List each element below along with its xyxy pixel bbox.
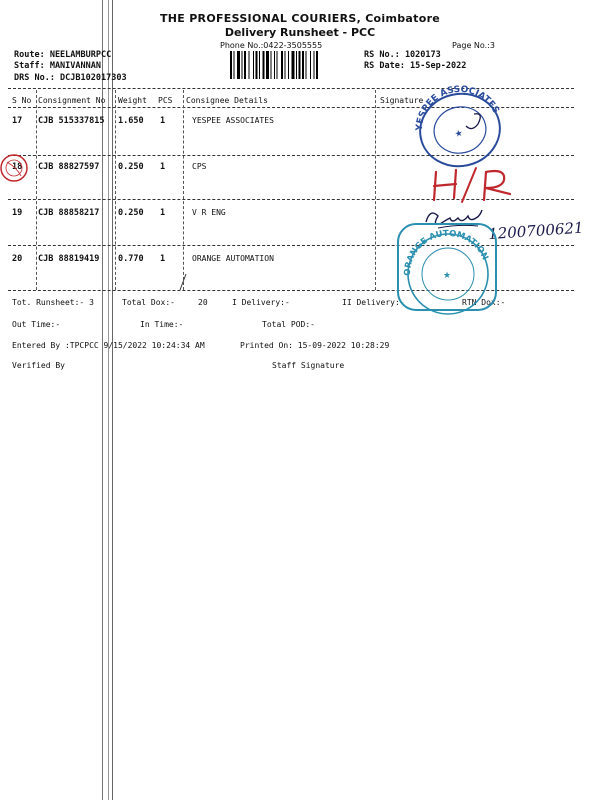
total-runsheet: Tot. Runsheet:- 3 bbox=[12, 298, 94, 307]
col-sep-3 bbox=[183, 90, 184, 290]
staff-signature: Staff Signature bbox=[272, 361, 345, 370]
row-20-weight: 0.770 bbox=[118, 254, 144, 264]
row-17-consignee: YESPEE ASSOCIATES bbox=[192, 116, 274, 125]
svg-text:★: ★ bbox=[443, 271, 452, 281]
pen-marks bbox=[176, 272, 190, 292]
barcode bbox=[230, 51, 358, 79]
handwritten-number-text: 1200700621 bbox=[487, 218, 585, 244]
total-pod: Total POD:- bbox=[262, 320, 315, 329]
col-header-sno: S No bbox=[12, 96, 32, 105]
drs-number: DRS No.: DCJB102017303 bbox=[14, 73, 127, 83]
orange-automation-stamp-text: ORANGE AUTOMATION bbox=[402, 228, 490, 277]
yespee-stamp-text: YESPEE ASSOCIATES bbox=[414, 84, 501, 132]
rs-number: RS No.: 1020173 bbox=[364, 50, 441, 60]
binder-line-2 bbox=[108, 0, 109, 800]
row-19-sno: 19 bbox=[12, 208, 23, 218]
row-18-weight: 0.250 bbox=[118, 162, 144, 172]
row-17-sno: 17 bbox=[12, 116, 23, 126]
entered-by: Entered By :TPCPCC 9/15/2022 10:24:34 AM bbox=[12, 341, 205, 350]
row-18-consignee: CPS bbox=[192, 162, 207, 171]
row-20-consignment: CJB 88819419 bbox=[38, 254, 100, 264]
col-sep-2 bbox=[115, 90, 116, 290]
row-20-consignee: ORANGE AUTOMATION bbox=[192, 254, 274, 263]
orange-automation-stamp bbox=[392, 216, 502, 316]
page-number: Page No.:3 bbox=[452, 41, 495, 50]
col-header-signature: Signature bbox=[380, 96, 424, 105]
row-17-weight: 1.650 bbox=[118, 116, 144, 126]
phone-number: Phone No.:0422-3505555 bbox=[220, 41, 323, 50]
staff-label: Staff: MANIVANNAN bbox=[14, 61, 101, 71]
row-17-pcs: 1 bbox=[160, 116, 166, 126]
row-20-pcs: 1 bbox=[160, 254, 166, 264]
route-label: Route: NEELAMBURPCC bbox=[14, 50, 112, 60]
binder-line-3 bbox=[112, 0, 113, 800]
svg-text:★: ★ bbox=[453, 128, 464, 141]
svg-text:YESPEE ASSOCIATES bbox=[410, 84, 502, 134]
row-17-consignment: CJB 515337815 bbox=[38, 116, 105, 126]
row-18-pcs: 1 bbox=[160, 162, 166, 172]
ii-delivery: II Delivery:- bbox=[342, 298, 405, 307]
rtn-dox: RTN Dox:- bbox=[462, 298, 506, 307]
row-18-sno: 18 bbox=[12, 162, 23, 172]
printed-on: Printed On: 15-09-2022 10:28:29 bbox=[240, 341, 390, 350]
row-18-consignment: CJB 88827597 bbox=[38, 162, 100, 172]
total-dox-label: Total Dox:- bbox=[122, 298, 175, 307]
rs-date: RS Date: 15-Sep-2022 bbox=[364, 61, 467, 71]
col-sep-4 bbox=[375, 90, 376, 290]
out-time: Out Time:- bbox=[12, 320, 61, 329]
total-dox-value: 20 bbox=[198, 298, 208, 307]
red-seal-mark bbox=[0, 148, 30, 188]
handwritten-hp bbox=[426, 164, 518, 206]
col-sep-1 bbox=[36, 90, 37, 290]
row-19-pcs: 1 bbox=[160, 208, 166, 218]
runsheet-title: Delivery Runsheet - PCC bbox=[224, 26, 376, 39]
verified-by: Verified By bbox=[12, 361, 65, 370]
svg-text:ORANGE AUTOMATION bbox=[396, 222, 491, 278]
row-19-weight: 0.250 bbox=[118, 208, 144, 218]
i-delivery: I Delivery:- bbox=[232, 298, 290, 307]
col-header-consignee: Consignee Details bbox=[186, 96, 268, 105]
col-header-pcs: PCS bbox=[158, 96, 173, 105]
col-header-consignment: Consignment No bbox=[38, 96, 106, 105]
row-19-consignment: CJB 88858217 bbox=[38, 208, 100, 218]
company-title: THE PROFESSIONAL COURIERS, Coimbatore bbox=[159, 12, 441, 25]
row-19-consignee: V R ENG bbox=[192, 208, 226, 217]
yespee-stamp bbox=[410, 84, 510, 170]
col-header-weight: Weight bbox=[118, 96, 147, 105]
row-20-sno: 20 bbox=[12, 254, 23, 264]
in-time: In Time:- bbox=[140, 320, 184, 329]
